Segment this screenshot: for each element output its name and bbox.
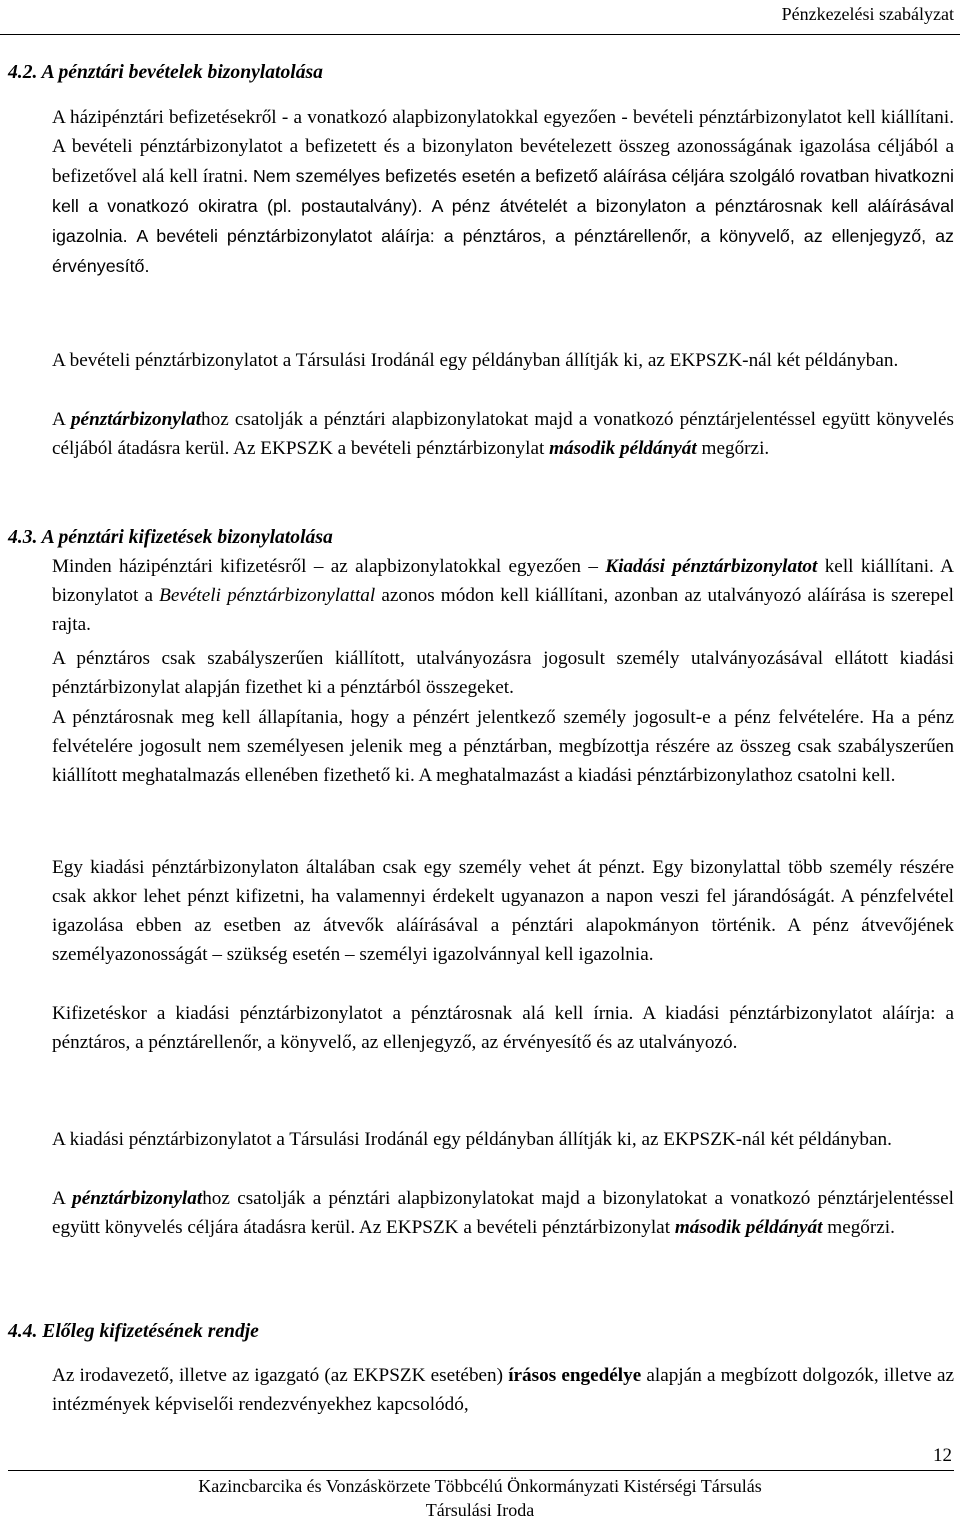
- section-number: 4.3.: [8, 527, 38, 548]
- footer-divider: [8, 1470, 954, 1471]
- paragraph: A pénztáros csak szabályszerűen kiállított, utalványozásra jogosult személy utalványozásával ellátott kiadási pénztárbizonylat alapján fizethet ki a pénztárból összegeket.: [52, 648, 954, 698]
- section-heading-4-3: [8, 527, 333, 549]
- section-title: A pénztári bevételek bizonylatolása: [41, 62, 323, 83]
- header-title: Pénzkezelési szabályzat: [781, 4, 954, 24]
- paragraph: A pénztárbizonylathoz csatolják a pénztári alapbizonylatokat majd a vonatkozó pénztárjelentéssel együtt könyvelés céljából átadásra kerül. Az EKPSZK a bevételi pénztárbizonylat második példányát megőrzi.: [52, 409, 954, 459]
- section-heading-4-4: [8, 1321, 259, 1343]
- paragraph: Egy kiadási pénztárbizonylaton általában csak egy személy vehet át pénzt. Egy bizonylattal több személy részére csak akkor lehet pénzt kifizetni, ha valamennyi érdekelt ugyanazon a napon veszi fel járandóságát. A pénzfelvétel igazolása ebben az esetben az átvevők aláírásával a pénztári alapokmányon történik. A pénz átvevőjének személyazonosságát – szükség esetén – személyi igazolvánnyal kell igazolnia.: [52, 857, 954, 965]
- paragraph: Az irodavezető, illetve az igazgató (az EKPSZK esetében) írásos engedélye alapján a megbízott dolgozók, illetve az intézmények képviselői rendezvényekhez kapcsolódó,: [52, 1365, 954, 1415]
- paragraph: A bevételi pénztárbizonylatot a Társulási Irodánál egy példányban állítják ki, az EKPSZK-nál két példányban.: [52, 350, 899, 371]
- footer-line-1: Kazincbarcika és Vonzáskörzete Többcélú Önkormányzati Kistérségi Társulás: [198, 1476, 762, 1496]
- section-title: Előleg kifizetésének rendje: [42, 1321, 259, 1342]
- paragraph: A kiadási pénztárbizonylatot a Társulási Irodánál egy példányban állítják ki, az EKPSZK-nál két példányban.: [52, 1129, 892, 1150]
- section-number: 4.2.: [8, 62, 38, 83]
- section-title: A pénztári kifizetések bizonylatolása: [41, 527, 333, 548]
- paragraph: A pénztárbizonylathoz csatolják a pénztári alapbizonylatokat majd a bizonylatokat a vonatkozó pénztárjelentéssel együtt könyvelés céljára átadásra kerül. Az EKPSZK a bevételi pénztárbizonylat második példányát megőrzi.: [52, 1188, 954, 1238]
- paragraph: Kifizetéskor a kiadási pénztárbizonylatot a pénztárosnak alá kell írnia. A kiadási pénztárbizonylatot aláírja: a pénztáros, a pénztárellenőr, a könyvelő, az ellenjegyző, az érvényesítő és az utalványozó.: [52, 1003, 954, 1053]
- page-header: [0, 0, 960, 35]
- footer-line-2: Társulási Iroda: [425, 1500, 535, 1520]
- paragraph: Minden házipénztári kifizetésről – az alapbizonylatokkal egyezően – Kiadási pénztárbizonylatot kell kiállítani. A bizonylatot a Bevételi pénztárbizonylattal azonos módon kell kiállítani, azonban az utalványozó aláírása is szerepel rajta.: [52, 556, 954, 635]
- paragraph: A házipénztári befizetésekről - a vonatkozó alapbizonylatokkal egyezően - bevételi pénztárbizonylatot kell kiállítani. A bevételi pénztárbizonylatot a befizetett és a bizonylaton bevételezett összeg azonosságának igazolása céljából a befizetővel alá kell íratni. Nem személyes befizetés esetén a befizető aláírása céljára szolgáló rovatban hivatkozni kell a vonatkozó okiratra (pl. postautalvány). A pénz átvételét a bizonylaton a pénztárosnak kell aláírásával igazolnia. A bevételi pénztárbizonylatot aláírja: a pénztáros, a pénztárellenőr, a könyvelő, az ellenjegyző, az érvényesítő.: [52, 107, 955, 276]
- paragraph: A pénztárosnak meg kell állapítania, hogy a pénzért jelentkező személy jogosult-e a pénz felvételére. Ha a pénz felvételére jogosult nem személyesen jelenik meg a pénztárban, megbízottja részére az összeg csak szabályszerűen kiállított meghatalmazás ellenében fizethető ki. A meghatalmazást a kiadási pénztárbizonylathoz csatolni kell.: [52, 707, 954, 786]
- section-number: 4.4.: [8, 1321, 38, 1342]
- page-number: 12: [933, 1445, 952, 1466]
- section-heading-4-2: [8, 62, 323, 84]
